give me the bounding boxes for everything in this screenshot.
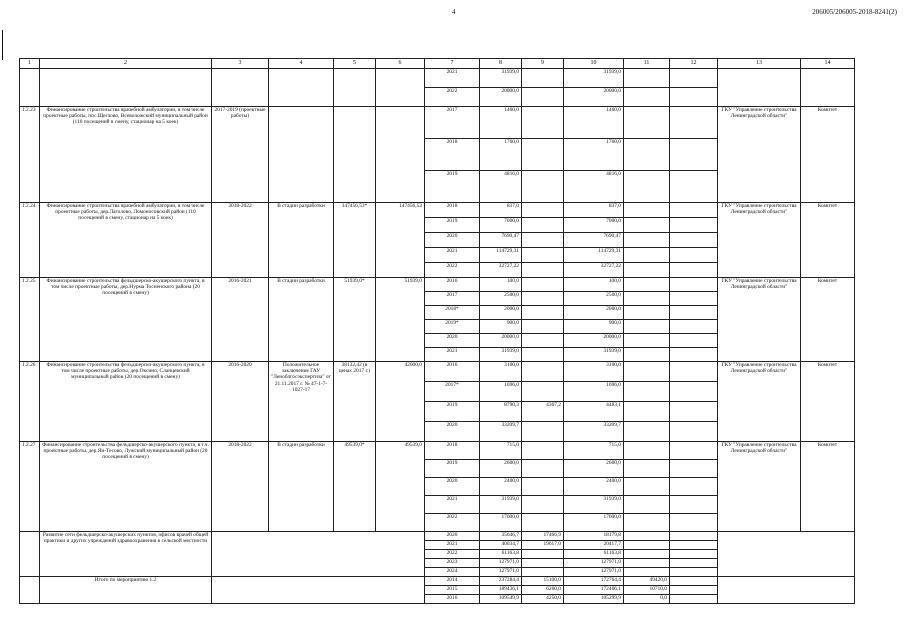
value-cell xyxy=(522,171,564,203)
value-cell: 0,0 xyxy=(624,595,670,604)
value-cell xyxy=(624,320,670,334)
year-cell: 2022 xyxy=(425,514,480,532)
value-cell xyxy=(670,422,718,442)
year-cell: 2016 xyxy=(425,362,480,382)
table-row xyxy=(20,442,855,460)
table-row xyxy=(20,278,855,292)
value-cell xyxy=(522,496,564,514)
year-cell: 2021 xyxy=(425,541,480,550)
project-code: 1.2.24 xyxy=(20,203,40,278)
value-cell: 33209,7 xyxy=(564,422,624,442)
value-cell xyxy=(624,248,670,263)
value-cell xyxy=(624,263,670,278)
project-code: 1.2.23 xyxy=(20,107,40,203)
summary-blank-cell xyxy=(212,532,425,577)
value-cell xyxy=(624,514,670,532)
value-cell: 1760,0 xyxy=(564,139,624,171)
cont-name-cell xyxy=(40,69,212,107)
value-cell xyxy=(624,362,670,382)
value-cell: 2600,0 xyxy=(480,460,522,478)
value-cell: 20000,0 xyxy=(564,334,624,348)
value-cell: 2500,0 xyxy=(480,292,522,306)
value-cell: 4816,0 xyxy=(564,171,624,203)
total-label: Итого по мероприятию 1.2 xyxy=(40,577,212,604)
value-cell: 100,0 xyxy=(564,278,624,292)
column-header-5: 5 xyxy=(334,59,376,69)
project-executor: ГКУ "Управление строительства Ленинградской области" xyxy=(718,362,801,442)
value-cell: 105299,9 xyxy=(564,595,624,604)
value-cell xyxy=(522,107,564,139)
project-committee: Комитет xyxy=(801,442,855,532)
value-cell: 4816,0 xyxy=(480,171,522,203)
project-committee: Комитет xyxy=(801,107,855,203)
value-cell xyxy=(522,248,564,263)
value-cell xyxy=(522,203,564,218)
value-cell xyxy=(670,362,718,382)
year-cell: 2020 xyxy=(425,233,480,248)
value-cell: 10710,0 xyxy=(624,586,670,595)
project-c6: 147456,53 xyxy=(376,203,425,278)
column-header-4: 4 xyxy=(269,59,334,69)
value-cell xyxy=(624,460,670,478)
value-cell: 172764,4 xyxy=(564,577,624,586)
value-cell: 17600,0 xyxy=(480,514,522,532)
value-cell: 8790,3 xyxy=(480,402,522,422)
year-cell: 2018 xyxy=(425,442,480,460)
value-cell: 61163,8 xyxy=(564,550,624,559)
project-estimate xyxy=(334,107,376,203)
year-cell: 2023 xyxy=(425,559,480,568)
year-cell: 2022 xyxy=(425,263,480,278)
year-cell: 2020 xyxy=(425,334,480,348)
page-number: 4 xyxy=(452,8,456,16)
year-cell: 2017 xyxy=(425,107,480,139)
table-row xyxy=(20,69,855,88)
value-cell: 17466,9 xyxy=(522,532,564,541)
value-cell xyxy=(624,334,670,348)
project-committee: Комитет xyxy=(801,362,855,442)
value-cell xyxy=(522,422,564,442)
value-cell xyxy=(624,306,670,320)
year-cell: 2014 xyxy=(425,577,480,586)
project-executor: ГКУ "Управление строительства Ленинградской области" xyxy=(718,203,801,278)
value-cell: 3100,0 xyxy=(480,362,522,382)
value-cell: 7690,47 xyxy=(564,233,624,248)
cont-committee-cell xyxy=(801,69,855,107)
value-cell xyxy=(522,478,564,496)
value-cell: 2400,0 xyxy=(564,478,624,496)
value-cell: 1696,0 xyxy=(480,382,522,402)
value-cell xyxy=(522,362,564,382)
project-period: 2018-2022 xyxy=(212,442,269,532)
project-executor: ГКУ "Управление строительства Ленинградской области" xyxy=(718,278,801,362)
value-cell xyxy=(670,577,718,586)
value-cell: 100,0 xyxy=(480,278,522,292)
value-cell: 4307,2 xyxy=(522,402,564,422)
project-period: 2016-2021 xyxy=(212,278,269,362)
year-cell: 2020 xyxy=(425,532,480,541)
table-row xyxy=(20,107,855,139)
value-cell xyxy=(670,568,718,577)
value-cell: 127971,0 xyxy=(564,559,624,568)
value-cell: 237284,4 xyxy=(480,577,522,586)
value-cell xyxy=(522,306,564,320)
year-cell: 2021 xyxy=(425,69,480,88)
value-cell xyxy=(624,541,670,550)
project-estimate: 49539,0* xyxy=(334,442,376,532)
value-cell: 32727,22 xyxy=(480,263,522,278)
value-cell: 6260,0 xyxy=(522,586,564,595)
value-cell xyxy=(670,478,718,496)
project-code: 1.2.26 xyxy=(20,362,40,442)
value-cell xyxy=(624,348,670,362)
year-cell: 2019 xyxy=(425,171,480,203)
value-cell: 17600,0 xyxy=(564,514,624,532)
cont-code-cell xyxy=(20,69,40,107)
value-cell xyxy=(670,263,718,278)
value-cell xyxy=(670,550,718,559)
year-cell: 2016 xyxy=(425,278,480,292)
value-cell: 40034,7 xyxy=(480,541,522,550)
value-cell xyxy=(624,382,670,402)
value-cell xyxy=(522,292,564,306)
year-cell: 2019 xyxy=(425,402,480,422)
value-cell: 900,0 xyxy=(480,320,522,334)
development-label: Развитие сети фельдшерско-акушерских пунктов, офисов врачей общей практики и других учреждений здравоохранения в сельской местности xyxy=(40,532,212,577)
value-cell: 49420,0 xyxy=(624,577,670,586)
value-cell xyxy=(522,514,564,532)
value-cell xyxy=(670,306,718,320)
project-status: В стадии разработки xyxy=(269,203,334,278)
value-cell xyxy=(670,69,718,88)
value-cell: 7000,0 xyxy=(480,218,522,233)
value-cell xyxy=(624,233,670,248)
value-cell xyxy=(670,541,718,550)
value-cell: 715,0 xyxy=(564,442,624,460)
project-name: Финансирование строительства фельдшерско-акушерского пункта, в т.ч. проектные работы, дер.Яи-Тесово, Лужский муниципальный район (20 посещений в смену) xyxy=(40,442,212,532)
project-estimate: 147456,53* xyxy=(334,203,376,278)
value-cell: 4250,0 xyxy=(522,595,564,604)
value-cell: 114729,31 xyxy=(564,248,624,263)
value-cell xyxy=(670,586,718,595)
column-header-8: 8 xyxy=(480,59,522,69)
value-cell xyxy=(670,218,718,233)
year-cell: 2018 xyxy=(425,203,480,218)
value-cell: 7000,0 xyxy=(564,218,624,233)
value-cell xyxy=(522,218,564,233)
column-header-2: 2 xyxy=(40,59,212,69)
value-cell: 1460,0 xyxy=(480,107,522,139)
cont-estimate-cell xyxy=(334,69,376,107)
value-cell: 2400,0 xyxy=(480,478,522,496)
value-cell: 33209,7 xyxy=(480,422,522,442)
year-cell: 2018* xyxy=(425,306,480,320)
value-cell xyxy=(670,595,718,604)
value-cell xyxy=(624,107,670,139)
value-cell xyxy=(670,334,718,348)
value-cell xyxy=(624,171,670,203)
value-cell xyxy=(670,460,718,478)
value-cell: 31939,0 xyxy=(564,348,624,362)
value-cell xyxy=(522,460,564,478)
column-header-6: 6 xyxy=(376,59,425,69)
summary-tail-cell xyxy=(718,532,855,577)
value-cell xyxy=(624,292,670,306)
value-cell xyxy=(670,496,718,514)
year-cell: 2020 xyxy=(425,478,480,496)
value-cell: 2000,0 xyxy=(564,306,624,320)
value-cell: 31939,0 xyxy=(564,69,624,88)
year-cell: 2015 xyxy=(425,586,480,595)
value-cell xyxy=(670,233,718,248)
value-cell: 127971,0 xyxy=(564,568,624,577)
project-c6: 51939,0 xyxy=(376,278,425,362)
project-status xyxy=(269,107,334,203)
value-cell: 19617,0 xyxy=(522,541,564,550)
value-cell xyxy=(624,402,670,422)
summary-tail-cell xyxy=(718,577,855,604)
project-status: В стадии разработки xyxy=(269,442,334,532)
value-cell xyxy=(522,263,564,278)
project-status: В стадии разработки xyxy=(269,278,334,362)
project-c6 xyxy=(376,107,425,203)
value-cell: 109549,9 xyxy=(480,595,522,604)
value-cell: 20000,0 xyxy=(564,88,624,107)
value-cell xyxy=(522,278,564,292)
project-estimate: 51939,0* xyxy=(334,278,376,362)
value-cell xyxy=(522,88,564,107)
project-name: Финансирование строительства фельдшерско-акушерского пункта, в том числе проектные работы, дер.Оксино, Сланцевский муниципальный район (20 посещений в смену) xyxy=(40,362,212,442)
project-name: Финансирование строительства врачебной амбулатории, в том числе проектные работы, пос.Щеглово, Всеволожский муниципальный район (110 посещений в смену, стационар на 5 коек) xyxy=(40,107,212,203)
value-cell: 189436,1 xyxy=(480,586,522,595)
value-cell: 2000,0 xyxy=(480,306,522,320)
value-cell xyxy=(522,334,564,348)
value-cell xyxy=(670,248,718,263)
value-cell xyxy=(670,532,718,541)
project-period: 2017-2019 (проектные работы) xyxy=(212,107,269,203)
summary-code-cell xyxy=(20,577,40,604)
value-cell: 61163,8 xyxy=(480,550,522,559)
value-cell: 15100,0 xyxy=(522,577,564,586)
value-cell xyxy=(670,320,718,334)
project-name: Финансирование строительства фельдшерско-акушерского пункта, в том числе проектные работы, дер.Нурма Тосненского района (20 посещений в смену) xyxy=(40,278,212,362)
project-executor: ГКУ "Управление строительства Ленинградской области" xyxy=(718,442,801,532)
value-cell xyxy=(670,348,718,362)
cont-c6-cell xyxy=(376,69,425,107)
value-cell: 20000,0 xyxy=(480,88,522,107)
year-cell: 2024 xyxy=(425,568,480,577)
project-estimate: 38132,42 (в ценах 2017 г.) xyxy=(334,362,376,442)
value-cell: 31939,0 xyxy=(564,496,624,514)
value-cell: 35646,7 xyxy=(480,532,522,541)
value-cell xyxy=(522,139,564,171)
value-cell xyxy=(624,559,670,568)
column-header-7: 7 xyxy=(425,59,480,69)
value-cell xyxy=(670,88,718,107)
year-cell: 2019 xyxy=(425,460,480,478)
value-cell xyxy=(670,139,718,171)
value-cell: 31939,0 xyxy=(480,348,522,362)
value-cell xyxy=(624,496,670,514)
value-cell xyxy=(522,233,564,248)
project-name: Финансирование строительства врачебной амбулатории, в том числе проектные работы, дер.Лаголово, Ломоносовский район (110 посещений в смену, стационар на 5 коек) xyxy=(40,203,212,278)
value-cell xyxy=(624,478,670,496)
value-cell xyxy=(670,559,718,568)
year-cell: 2021 xyxy=(425,348,480,362)
table-row xyxy=(20,577,855,586)
financing-table xyxy=(19,58,855,604)
header-row xyxy=(20,59,855,69)
cont-executor-cell xyxy=(718,69,801,107)
value-cell xyxy=(522,559,564,568)
value-cell: 114729,31 xyxy=(480,248,522,263)
value-cell: 31939,0 xyxy=(480,69,522,88)
value-cell: 4483,1 xyxy=(564,402,624,422)
value-cell: 1760,0 xyxy=(480,139,522,171)
column-header-13: 13 xyxy=(718,59,801,69)
year-cell: 2021 xyxy=(425,496,480,514)
project-c6: 42000,0 xyxy=(376,362,425,442)
value-cell xyxy=(522,382,564,402)
year-cell: 2019* xyxy=(425,320,480,334)
value-cell xyxy=(624,88,670,107)
value-cell: 32727,22 xyxy=(564,263,624,278)
value-cell: 20000,0 xyxy=(480,334,522,348)
value-cell: 900,0 xyxy=(564,320,624,334)
value-cell: 715,0 xyxy=(480,442,522,460)
table-row xyxy=(20,362,855,382)
value-cell xyxy=(522,550,564,559)
project-period: 2018-2022 xyxy=(212,203,269,278)
value-cell xyxy=(522,348,564,362)
value-cell xyxy=(670,382,718,402)
value-cell: 837,0 xyxy=(564,203,624,218)
value-cell: 127971,0 xyxy=(480,559,522,568)
year-cell: 2021 xyxy=(425,248,480,263)
value-cell xyxy=(670,402,718,422)
value-cell xyxy=(670,514,718,532)
year-cell: 2017* xyxy=(425,382,480,402)
summary-blank-cell xyxy=(212,577,425,604)
value-cell xyxy=(670,107,718,139)
value-cell xyxy=(624,442,670,460)
project-committee: Комитет xyxy=(801,203,855,278)
value-cell: 2600,0 xyxy=(564,460,624,478)
year-cell: 2022 xyxy=(425,88,480,107)
value-cell xyxy=(624,568,670,577)
value-cell xyxy=(624,550,670,559)
column-header-9: 9 xyxy=(522,59,564,69)
project-code: 1.2.25 xyxy=(20,278,40,362)
year-cell: 2017 xyxy=(425,292,480,306)
column-header-1: 1 xyxy=(20,59,40,69)
value-cell xyxy=(522,320,564,334)
value-cell xyxy=(624,218,670,233)
value-cell xyxy=(624,422,670,442)
column-header-12: 12 xyxy=(670,59,718,69)
project-code: 1.2.27 xyxy=(20,442,40,532)
value-cell xyxy=(624,139,670,171)
year-cell: 2016 xyxy=(425,595,480,604)
value-cell xyxy=(624,203,670,218)
value-cell: 3100,0 xyxy=(564,362,624,382)
value-cell xyxy=(522,442,564,460)
value-cell xyxy=(670,442,718,460)
value-cell xyxy=(670,278,718,292)
value-cell: 18179,8 xyxy=(564,532,624,541)
scan-edge-mark xyxy=(2,30,3,60)
value-cell: 7690,47 xyxy=(480,233,522,248)
project-status: Положительное заключение ГАУ "Леноблгосэкспертиза" от 21.11.2017 г. № 47-1-7-1027-17 xyxy=(269,362,334,442)
value-cell xyxy=(670,171,718,203)
value-cell xyxy=(624,278,670,292)
table-body xyxy=(20,59,855,604)
value-cell xyxy=(624,69,670,88)
table-row xyxy=(20,532,855,541)
summary-code-cell xyxy=(20,532,40,577)
year-cell: 2018 xyxy=(425,139,480,171)
value-cell xyxy=(670,203,718,218)
year-cell: 2022 xyxy=(425,550,480,559)
column-header-14: 14 xyxy=(801,59,855,69)
value-cell: 2500,0 xyxy=(564,292,624,306)
cont-period-cell xyxy=(212,69,269,107)
project-period: 2016-2020 xyxy=(212,362,269,442)
value-cell: 31939,0 xyxy=(480,496,522,514)
column-header-3: 3 xyxy=(212,59,269,69)
value-cell xyxy=(624,532,670,541)
project-committee: Комитет xyxy=(801,278,855,362)
column-header-10: 10 xyxy=(564,59,624,69)
value-cell: 1460,0 xyxy=(564,107,624,139)
project-executor: ГКУ "Управление строительства Ленинградской области" xyxy=(718,107,801,203)
cont-status-cell xyxy=(269,69,334,107)
value-cell xyxy=(522,568,564,577)
value-cell: 172466,1 xyxy=(564,586,624,595)
project-c6: 49539,0 xyxy=(376,442,425,532)
value-cell: 1696,0 xyxy=(564,382,624,402)
value-cell: 20417,7 xyxy=(564,541,624,550)
value-cell xyxy=(670,292,718,306)
value-cell: 837,0 xyxy=(480,203,522,218)
year-cell: 2019 xyxy=(425,218,480,233)
table-row xyxy=(20,203,855,218)
value-cell xyxy=(522,69,564,88)
value-cell: 127971,0 xyxy=(480,568,522,577)
document-code: 206005/206005-2018-8241(2) xyxy=(812,8,897,16)
column-header-11: 11 xyxy=(624,59,670,69)
year-cell: 2020 xyxy=(425,422,480,442)
